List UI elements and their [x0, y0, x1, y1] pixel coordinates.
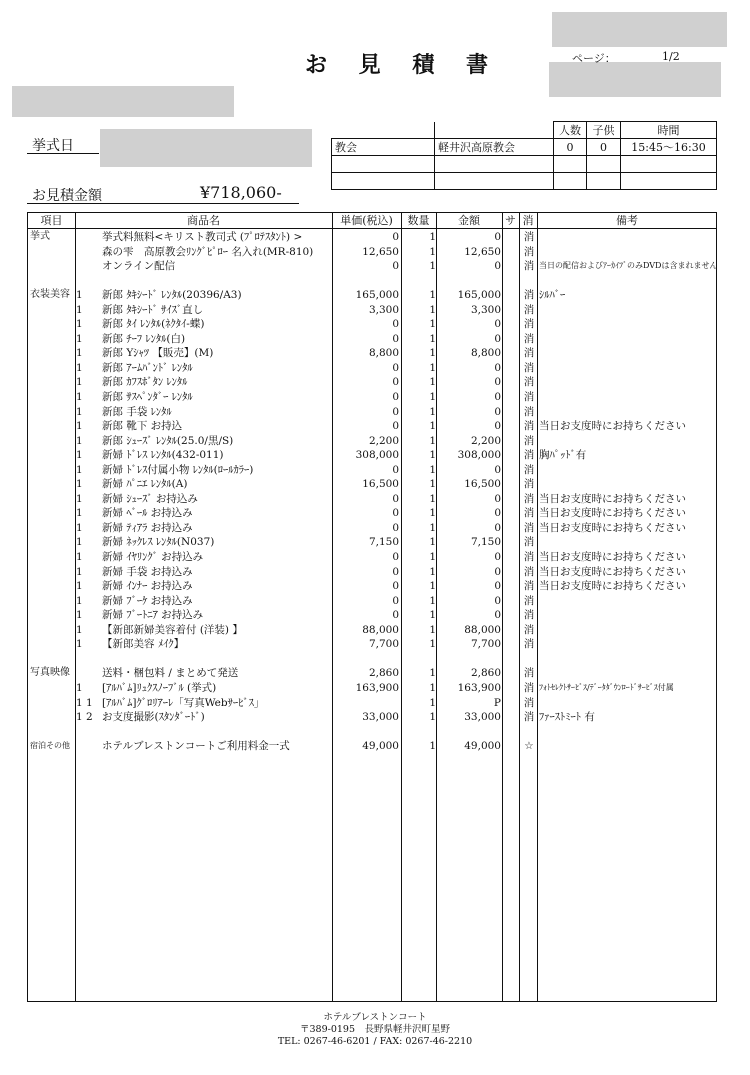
children-value: 0	[587, 139, 621, 156]
page-number: 1/2	[662, 50, 680, 63]
table-row	[28, 274, 716, 289]
row-amount: 88,000	[464, 623, 501, 636]
row-tax: 消	[523, 551, 535, 564]
table-row	[28, 288, 716, 303]
row-tax: 消	[523, 303, 535, 316]
row-number: 1	[76, 463, 83, 476]
row-tax: 消	[523, 245, 535, 258]
column-header-note: 備考	[616, 214, 638, 227]
row-product-name: 新婦 ﾃｨｱﾗ お持込み	[102, 521, 193, 534]
row-unit-price: 0	[392, 260, 399, 273]
row-number: 1	[76, 580, 83, 593]
row-amount: 12,650	[464, 245, 501, 258]
row-amount: 0	[494, 318, 501, 331]
row-number: 1	[76, 536, 83, 549]
row-unit-price: 0	[392, 609, 399, 622]
table-row	[28, 375, 716, 390]
row-number: 1	[76, 303, 83, 316]
row-quantity: 1	[429, 711, 436, 724]
row-tax: 消	[523, 391, 535, 404]
row-quantity: 1	[429, 332, 436, 345]
table-row	[28, 332, 716, 347]
table-row	[28, 346, 716, 361]
row-tax: 消	[523, 507, 535, 520]
row-amount: 7,700	[470, 638, 501, 651]
row-quantity: 1	[429, 318, 436, 331]
row-tax: 消	[523, 260, 535, 273]
table-row	[28, 710, 716, 725]
row-unit-price: 0	[392, 391, 399, 404]
row-quantity: 1	[429, 231, 436, 243]
row-number: 1	[76, 623, 83, 636]
row-quantity: 1	[429, 420, 436, 433]
row-number: 1	[76, 478, 83, 491]
table-row	[28, 492, 716, 507]
row-unit-price: 3,300	[368, 303, 399, 316]
row-tax: 消	[523, 492, 535, 505]
row-number: 1	[76, 332, 83, 345]
table-row	[28, 419, 716, 434]
row-product-name: お支度撮影(ｽﾀﾝﾀﾞｰﾄﾞ)	[102, 711, 205, 724]
row-number: 1	[76, 565, 83, 578]
row-amount: 0	[494, 594, 501, 607]
row-number: 1	[76, 521, 83, 534]
row-tax: 消	[523, 565, 535, 578]
row-unit-price: 8,800	[368, 347, 399, 360]
row-product-name: 新婦 ﾄﾞﾚｽ付属小物 ﾚﾝﾀﾙ(ﾛｰﾙｶﾗｰ)	[102, 463, 254, 476]
table-row	[28, 725, 716, 740]
row-unit-price: 0	[392, 521, 399, 534]
row-tax: 消	[523, 463, 535, 476]
row-category: 宿泊その他	[30, 741, 70, 751]
row-quantity: 1	[429, 507, 436, 520]
row-product-name: 森の雫 高原教会ﾘﾝｸﾞﾋﾟﾛｰ 名入れ(MR-810)	[102, 245, 314, 258]
wedding-date-label: 挙式日	[32, 138, 74, 154]
row-tax: 消	[523, 347, 535, 360]
row-quantity: 1	[429, 565, 436, 578]
table-row	[28, 506, 716, 521]
row-unit-price: 0	[392, 507, 399, 520]
row-amount: 0	[494, 580, 501, 593]
row-number: 1	[76, 434, 83, 447]
row-note: 当日お支度時にお持ちください	[539, 521, 686, 534]
row-tax: ☆	[524, 740, 534, 753]
time-header: 時間	[621, 122, 717, 139]
row-quantity: 1	[429, 638, 436, 651]
row-quantity: 1	[429, 391, 436, 404]
row-unit-price: 0	[392, 594, 399, 607]
row-quantity: 1	[429, 245, 436, 258]
footer-address: 〒389-0195 長野県軽井沢町星野	[299, 1024, 451, 1035]
row-quantity: 1	[429, 521, 436, 534]
row-unit-price: 0	[392, 332, 399, 345]
column-header-qty: 数量	[407, 214, 430, 227]
row-number: 1	[76, 420, 83, 433]
row-note: ﾌｧｰｽﾄﾐｰﾄ 有	[539, 711, 595, 724]
row-product-name: 新郎 ｱｰﾑﾊﾞﾝﾄﾞ ﾚﾝﾀﾙ	[102, 361, 193, 374]
row-tax: 消	[523, 681, 535, 694]
row-tax: 消	[523, 623, 535, 636]
estimate-rows	[28, 230, 716, 754]
table-row	[28, 579, 716, 594]
row-amount: 165,000	[457, 289, 501, 302]
row-quantity: 1	[429, 492, 436, 505]
venue-label: 教会	[332, 139, 435, 156]
table-row	[28, 448, 716, 463]
table-row	[28, 230, 716, 245]
row-amount: 33,000	[464, 711, 501, 724]
row-unit-price: 163,900	[355, 681, 399, 694]
row-amount: 308,000	[457, 449, 501, 462]
redacted-box-right	[549, 62, 721, 97]
estimate-table	[27, 212, 717, 1002]
table-row	[28, 521, 716, 536]
row-quantity: 1	[429, 463, 436, 476]
total-label: お見積金額	[32, 188, 102, 204]
table-row	[28, 550, 716, 565]
row-amount: 0	[494, 565, 501, 578]
row-amount: 0	[494, 420, 501, 433]
row-tax: 消	[523, 609, 535, 622]
adults-header: 人数	[554, 122, 587, 139]
row-product-name: [ｱﾙﾊﾞﾑ]ｸﾞﾛﾘｱｰﾚ「写真Webｻｰﾋﾞｽ」	[102, 696, 265, 709]
row-tax: 消	[523, 696, 535, 709]
row-number: 1	[76, 361, 83, 374]
row-quantity: 1	[429, 289, 436, 302]
row-product-name: 新郎 ｶﾌｽﾎﾞﾀﾝ ﾚﾝﾀﾙ	[102, 376, 188, 389]
row-amount: 0	[494, 492, 501, 505]
row-unit-price: 0	[392, 361, 399, 374]
row-product-name: 新婦 ﾌﾞｰｹ お持込み	[102, 594, 193, 607]
row-category: 写真映像	[30, 667, 70, 679]
redacted-box-customer	[12, 86, 234, 117]
row-unit-price: 16,500	[362, 478, 399, 491]
row-quantity: 1	[429, 580, 436, 593]
row-note: ﾌｫﾄｾﾚｸﾄｻｰﾋﾞｽ/ﾃﾞｰﾀﾀﾞｳﾝﾛｰﾄﾞｻｰﾋﾞｽ付属	[539, 682, 674, 692]
row-amount: 0	[494, 463, 501, 476]
row-product-name: 新婦 手袋 お持込み	[102, 565, 193, 578]
row-note: 当日お支度時にお持ちください	[539, 580, 686, 593]
row-note: 当日お支度時にお持ちください	[539, 551, 686, 564]
row-number: 1	[76, 405, 83, 418]
row-tax: 消	[523, 594, 535, 607]
row-unit-price: 165,000	[355, 289, 399, 302]
table-row	[28, 739, 716, 754]
row-tax: 消	[523, 231, 535, 243]
row-product-name: 新郎 ﾀｷｼｰﾄﾞ ｻｲｽﾞ直し	[102, 303, 204, 316]
row-unit-price: 33,000	[362, 711, 399, 724]
footer-company: ホテルブレストンコート	[323, 1012, 427, 1023]
table-row	[28, 434, 716, 449]
row-unit-price: 49,000	[362, 740, 399, 753]
row-tax: 消	[523, 434, 535, 447]
table-row	[28, 623, 716, 638]
row-number: 1	[76, 638, 83, 651]
row-quantity: 1	[429, 623, 436, 636]
row-product-name: 新婦 ｲﾝﾅｰ お持込み	[102, 580, 193, 593]
table-row	[28, 303, 716, 318]
row-tax: 消	[523, 667, 535, 680]
row-product-name: 新婦 ｲﾔﾘﾝｸﾞ お持込み	[102, 551, 204, 564]
row-quantity: 1	[429, 667, 436, 680]
table-row	[28, 361, 716, 376]
row-amount: 0	[494, 260, 501, 273]
row-quantity: 1	[429, 536, 436, 549]
row-product-name: 新婦 ﾌﾞｰﾄﾆｱ お持込み	[102, 609, 204, 622]
row-unit-price: 12,650	[362, 245, 399, 258]
table-row	[28, 259, 716, 274]
row-number: 1	[76, 391, 83, 404]
table-row	[28, 594, 716, 609]
row-product-name: オンライン配信	[102, 260, 176, 273]
row-amount: 163,900	[457, 681, 501, 694]
row-product-name: 新郎 Yｼｬﾂ 【販売】(M)	[102, 347, 214, 360]
row-amount: 0	[494, 231, 501, 243]
row-amount: 0	[494, 507, 501, 520]
row-amount: 0	[494, 391, 501, 404]
row-product-name: 新婦 ﾊﾟﾆｴ ﾚﾝﾀﾙ(A)	[102, 478, 188, 491]
table-row	[28, 405, 716, 420]
row-unit-price: 7,700	[368, 638, 399, 651]
total-underline	[27, 203, 299, 204]
row-amount: 0	[494, 376, 501, 389]
page-label: ページ：	[572, 52, 616, 65]
row-quantity: 1	[429, 449, 436, 462]
ceremony-info-table	[331, 121, 717, 190]
row-unit-price: 2,860	[368, 667, 399, 680]
row-unit-price: 0	[392, 405, 399, 418]
row-product-name: 新婦 ﾄﾞﾚｽ ﾚﾝﾀﾙ(432-011)	[102, 449, 224, 462]
row-product-name: 新郎 靴下 お持込	[102, 420, 183, 433]
row-product-name: [ｱﾙﾊﾞﾑ]ﾘｭｸｽﾉｰﾌﾞﾙ (挙式)	[102, 681, 217, 694]
row-unit-price: 88,000	[362, 623, 399, 636]
table-row	[28, 666, 716, 681]
row-number: 1	[76, 449, 83, 462]
row-number: 1	[76, 289, 83, 302]
row-amount: 0	[494, 332, 501, 345]
adults-value: 0	[554, 139, 587, 156]
footer-phone: TEL: 0267-46-6201 / FAX: 0267-46-2210	[277, 1036, 473, 1047]
row-number: 1	[76, 551, 83, 564]
row-amount: 0	[494, 551, 501, 564]
table-row	[28, 637, 716, 652]
row-tax: 消	[523, 638, 535, 651]
row-note: 当日お支度時にお持ちください	[539, 507, 686, 520]
row-note: 胸ﾊﾟｯﾄﾞ有	[539, 449, 587, 462]
time-value: 15:45～16:30	[621, 139, 717, 156]
row-number: 1 1	[76, 696, 93, 709]
row-product-name: 新郎 ﾀｷｼｰﾄﾞ ﾚﾝﾀﾙ(20396/A3)	[102, 289, 242, 302]
table-row	[28, 463, 716, 478]
row-tax: 消	[523, 711, 535, 724]
redacted-box-date	[100, 129, 312, 167]
row-number: 1	[76, 681, 83, 694]
children-header: 子供	[587, 122, 621, 139]
row-unit-price: 0	[392, 580, 399, 593]
column-header-item: 項目	[40, 214, 63, 227]
table-row	[28, 390, 716, 405]
row-quantity: 1	[429, 405, 436, 418]
row-amount: 49,000	[464, 740, 501, 753]
table-row	[28, 696, 716, 711]
row-product-name: 新郎 ﾁｰﾌ ﾚﾝﾀﾙ(白)	[102, 332, 186, 345]
row-quantity: 1	[429, 740, 436, 753]
row-product-name: 新婦 ﾈｯｸﾚｽ ﾚﾝﾀﾙ(N037)	[102, 536, 215, 549]
row-product-name: 新郎 ｼｭｰｽﾞ ﾚﾝﾀﾙ(25.0/黒/S)	[102, 434, 234, 447]
row-product-name: 新婦 ｼｭｰｽﾞ お持込み	[102, 492, 198, 505]
row-unit-price: 0	[392, 551, 399, 564]
row-product-name: 挙式料無料<キリスト教司式 (ﾌﾟﾛﾃｽﾀﾝﾄ) >	[102, 231, 303, 243]
row-unit-price: 0	[392, 420, 399, 433]
row-amount: 0	[494, 609, 501, 622]
row-unit-price: 2,200	[368, 434, 399, 447]
row-unit-price: 0	[392, 492, 399, 505]
row-tax: 消	[523, 332, 535, 345]
row-quantity: 1	[429, 696, 436, 709]
row-note: 当日お支度時にお持ちください	[539, 420, 686, 433]
row-amount: 3,300	[470, 303, 501, 316]
row-tax: 消	[523, 536, 535, 549]
row-unit-price: 0	[392, 318, 399, 331]
table-row	[28, 477, 716, 492]
row-category: 挙式	[30, 231, 50, 242]
row-note: 当日の配信およびｱｰｶｲﾌﾞのみDVDは含まれません	[539, 261, 717, 271]
row-number: 1 2	[76, 711, 93, 724]
row-number: 1	[76, 492, 83, 505]
row-amount: 0	[494, 521, 501, 534]
row-tax: 消	[523, 361, 535, 374]
row-quantity: 1	[429, 609, 436, 622]
row-tax: 消	[523, 405, 535, 418]
row-amount: 0	[494, 405, 501, 418]
row-unit-price: 0	[392, 565, 399, 578]
row-unit-price: 308,000	[355, 449, 399, 462]
row-quantity: 1	[429, 681, 436, 694]
row-tax: 消	[523, 376, 535, 389]
row-amount: P	[493, 696, 501, 709]
column-header-product: 商品名	[187, 214, 220, 227]
row-amount: 2,200	[470, 434, 501, 447]
row-product-name: 新郎 手袋 ﾚﾝﾀﾙ	[102, 405, 172, 418]
row-amount: 2,860	[470, 667, 501, 680]
row-number: 1	[76, 594, 83, 607]
row-note: ｼﾙﾊﾞｰ	[539, 289, 566, 302]
row-product-name: 新婦 ﾍﾞｰﾙ お持込み	[102, 507, 193, 520]
column-header-unit-price: 単価(税込)	[340, 214, 393, 227]
row-quantity: 1	[429, 376, 436, 389]
total-amount: ¥718,060-	[200, 183, 282, 202]
row-quantity: 1	[429, 551, 436, 564]
row-tax: 消	[523, 521, 535, 534]
row-amount: 0	[494, 361, 501, 374]
row-quantity: 1	[429, 361, 436, 374]
row-unit-price: 0	[392, 463, 399, 476]
redacted-box-top-right	[552, 12, 727, 47]
row-product-name: 【新郎新婦美容着付 (洋装) 】	[102, 623, 243, 636]
row-number: 1	[76, 507, 83, 520]
document-title: お 見 積 書	[305, 52, 500, 78]
table-row	[28, 317, 716, 332]
row-unit-price: 7,150	[368, 536, 399, 549]
table-row	[28, 245, 716, 260]
row-tax: 消	[523, 420, 535, 433]
row-product-name: 【新郎美容 ﾒｲｸ】	[102, 638, 185, 651]
column-header-amount: 金額	[458, 214, 480, 227]
row-number: 1	[76, 347, 83, 360]
table-row	[28, 608, 716, 623]
table-row	[28, 565, 716, 580]
row-note: 当日お支度時にお持ちください	[539, 565, 686, 578]
row-category: 衣装美容	[30, 289, 70, 301]
row-tax: 消	[523, 478, 535, 491]
wedding-date-underline	[27, 153, 99, 154]
row-quantity: 1	[429, 303, 436, 316]
row-product-name: 新郎 ｻｽﾍﾟﾝﾀﾞｰ ﾚﾝﾀﾙ	[102, 391, 193, 404]
row-product-name: 新郎 ﾀｲ ﾚﾝﾀﾙ(ﾈｸﾀｲ-蝶)	[102, 318, 205, 331]
row-number: 1	[76, 609, 83, 622]
row-tax: 消	[523, 580, 535, 593]
row-product-name: 送料・梱包料 / まとめて発送	[102, 667, 239, 680]
table-row	[28, 681, 716, 696]
row-tax: 消	[523, 289, 535, 302]
row-amount: 16,500	[464, 478, 501, 491]
row-number: 1	[76, 318, 83, 331]
row-product-name: ホテルブレストンコートご利用料金一式	[102, 740, 290, 753]
venue-value: 軽井沢高原教会	[435, 139, 554, 156]
row-quantity: 1	[429, 594, 436, 607]
table-row	[28, 535, 716, 550]
row-unit-price: 0	[392, 231, 399, 243]
row-note: 当日お支度時にお持ちください	[539, 492, 686, 505]
row-number: 1	[76, 376, 83, 389]
row-amount: 8,800	[470, 347, 501, 360]
column-header-tax: 消	[522, 214, 534, 227]
row-tax: 消	[523, 318, 535, 331]
row-tax: 消	[523, 449, 535, 462]
row-unit-price: 0	[392, 376, 399, 389]
row-quantity: 1	[429, 347, 436, 360]
row-amount: 7,150	[470, 536, 501, 549]
column-header-service: サ	[505, 214, 516, 227]
row-quantity: 1	[429, 434, 436, 447]
row-quantity: 1	[429, 260, 436, 273]
row-quantity: 1	[429, 478, 436, 491]
footer	[0, 1012, 750, 1048]
table-row	[28, 652, 716, 667]
